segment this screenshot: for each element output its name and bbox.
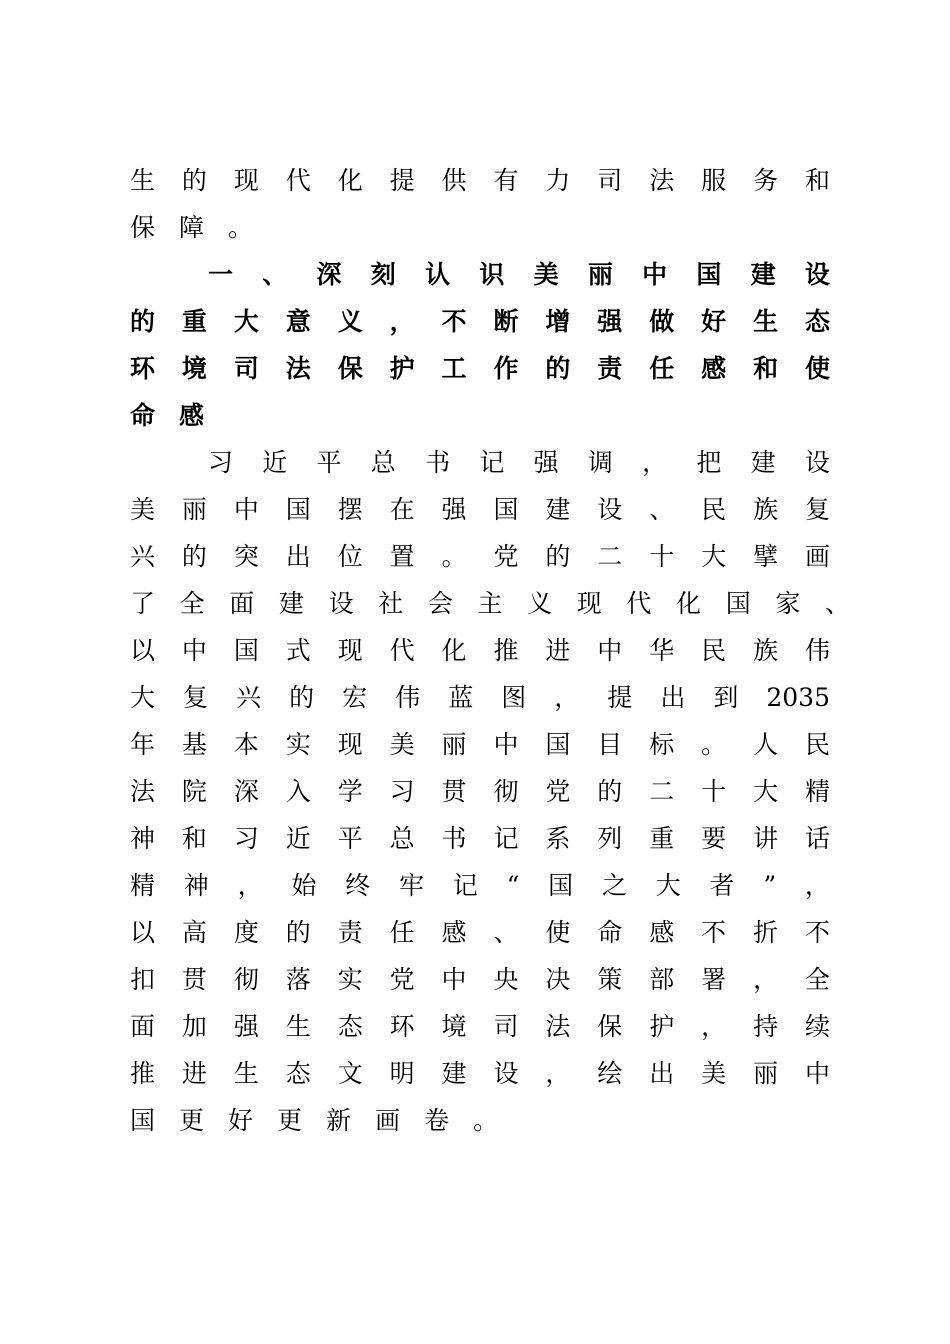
text-char: 义: [337, 307, 363, 336]
text-char: 要: [701, 824, 727, 853]
text-char: 进: [545, 636, 571, 665]
text-char: 使: [545, 918, 571, 947]
text-char: 建: [441, 1059, 467, 1088]
text-char: 国: [545, 730, 571, 759]
text-char: 服: [701, 166, 727, 195]
text-char: 的: [545, 542, 571, 571]
text-char: 深: [316, 260, 342, 289]
text-char: 策: [597, 965, 623, 994]
text-char: 设: [804, 260, 830, 289]
text-char: ，: [804, 871, 830, 900]
text-char: 续: [804, 1012, 830, 1041]
text-char: 断: [493, 307, 519, 336]
text-char: 中: [493, 730, 519, 759]
text-char: 强: [233, 1012, 259, 1041]
text-char: 中: [804, 1059, 830, 1088]
text-char: 代: [285, 166, 311, 195]
text-char: 保: [597, 1012, 623, 1041]
text-char: 持: [753, 1012, 779, 1041]
text-char: 民: [701, 495, 727, 524]
text-char: 态: [804, 307, 830, 336]
text-char: 系: [545, 824, 571, 853]
text-line: [130, 486, 830, 533]
text-char: 设: [804, 448, 830, 477]
text-char: 责: [337, 918, 363, 947]
text-char: 的: [285, 918, 311, 947]
text-char: 。: [441, 542, 467, 571]
text-char: 习: [208, 448, 234, 477]
text-char: 、: [824, 589, 850, 618]
text-char: 进: [181, 1059, 207, 1088]
text-char: 民: [804, 730, 830, 759]
text-char: 位: [337, 542, 363, 571]
text-char: 境: [181, 354, 207, 383]
text-char: 态: [337, 1012, 363, 1041]
text-char: 责: [597, 354, 623, 383]
text-char: 了: [130, 589, 156, 618]
text-char: 大: [130, 683, 156, 712]
text-char: 列: [597, 824, 623, 853]
text-char: 感: [649, 918, 675, 947]
text-char: 识: [479, 260, 505, 289]
text-char: 大: [233, 307, 259, 336]
text-char: 扣: [130, 965, 156, 994]
text-char: 设: [328, 589, 354, 618]
text-char: 环: [130, 354, 156, 383]
text-char: 兴: [236, 683, 262, 712]
text-char: 义: [527, 589, 553, 618]
text-line: [130, 768, 830, 815]
text-char: 置: [389, 542, 415, 571]
text-char: 入: [285, 777, 311, 806]
text-line: [130, 721, 830, 768]
text-char: 摆: [337, 495, 363, 524]
text-char: 国: [130, 1106, 156, 1135]
text-char: 使: [804, 354, 830, 383]
text-line: [130, 909, 830, 956]
text-char: 提: [389, 166, 415, 195]
text-char: 蓝: [448, 683, 474, 712]
text-char: 国: [233, 636, 259, 665]
text-char: 度: [233, 918, 259, 947]
text-char: 、: [262, 260, 288, 289]
text-char: 精: [804, 777, 830, 806]
text-char: 中: [441, 965, 467, 994]
text-line: [130, 956, 830, 1003]
text-char: 总: [370, 448, 396, 477]
text-char: 好: [701, 307, 727, 336]
text-char: 目: [597, 730, 623, 759]
text-char: 境: [441, 1012, 467, 1041]
text-char: 更: [179, 1106, 205, 1135]
text-char: 美: [533, 260, 559, 289]
text-char: 央: [493, 965, 519, 994]
text-char: 法: [545, 1012, 571, 1041]
text-char: 之: [601, 871, 627, 900]
text-char: 保: [130, 213, 156, 242]
text-char: ”: [763, 871, 777, 900]
text-char: 折: [753, 918, 779, 947]
text-char: 始: [291, 871, 317, 900]
text-char: 和: [804, 166, 830, 195]
text-char: 中: [181, 636, 207, 665]
text-char: 务: [753, 166, 779, 195]
text-char: 的: [289, 683, 315, 712]
text-char: 者: [709, 871, 735, 900]
text-char: 建: [278, 589, 304, 618]
text-char: 讲: [753, 824, 779, 853]
text-char: 意: [285, 307, 311, 336]
text-char: 中: [597, 636, 623, 665]
text-char: 态: [285, 1059, 311, 1088]
text-char: 美: [701, 1059, 727, 1088]
text-char: 画: [804, 542, 830, 571]
text-char: 。: [701, 730, 727, 759]
heading-line: [208, 251, 830, 298]
text-char: 建: [545, 495, 571, 524]
text-char: 强: [441, 495, 467, 524]
text-char: ，: [701, 1012, 727, 1041]
text-char: 全: [804, 965, 830, 994]
text-char: 国: [725, 589, 751, 618]
text-char: 到: [713, 683, 739, 712]
text-line: [130, 157, 830, 204]
text-char: 画: [375, 1106, 401, 1135]
text-char: 感: [441, 918, 467, 947]
text-char: 刻: [370, 260, 396, 289]
text-char: 民: [701, 636, 727, 665]
text-char: 绘: [597, 1059, 623, 1088]
text-char: 有: [493, 166, 519, 195]
text-char: 强: [597, 307, 623, 336]
text-char: 十: [701, 777, 727, 806]
text-char: 本: [233, 730, 259, 759]
text-char: 实: [285, 730, 311, 759]
text-char: 法: [649, 166, 675, 195]
text-line: [130, 204, 830, 251]
text-char: 美: [389, 730, 415, 759]
text-char: 任: [649, 354, 675, 383]
text-char: 书: [441, 824, 467, 853]
text-char: ，: [642, 448, 668, 477]
text-char: 丽: [753, 1059, 779, 1088]
text-char: 生: [285, 1012, 311, 1041]
text-char: 重: [181, 307, 207, 336]
text-char: 推: [130, 1059, 156, 1088]
text-char: 国: [285, 495, 311, 524]
text-char: 不: [441, 307, 467, 336]
text-char: 出: [285, 542, 311, 571]
text-char: 二: [649, 777, 675, 806]
text-char: 伟: [804, 636, 830, 665]
text-char: 设: [597, 495, 623, 524]
text-char: 复: [183, 683, 209, 712]
text-char: 做: [649, 307, 675, 336]
text-char: 新: [326, 1106, 352, 1135]
text-char: 习: [389, 777, 415, 806]
text-char: 环: [389, 1012, 415, 1041]
text-line: [130, 674, 830, 721]
text-char: 保: [337, 354, 363, 383]
text-char: 重: [649, 824, 675, 853]
text-char: 式: [285, 636, 311, 665]
text-char: 擘: [753, 542, 779, 571]
text-char: 伟: [395, 683, 421, 712]
text-char: 认: [425, 260, 451, 289]
text-char: 更: [277, 1106, 303, 1135]
text-char: 、: [493, 918, 519, 947]
text-char: 彻: [493, 777, 519, 806]
heading-line: [130, 298, 830, 345]
text-char: “: [506, 871, 520, 900]
text-char: 加: [181, 1012, 207, 1041]
text-char: ，: [389, 307, 415, 336]
text-char: ，: [545, 1059, 571, 1088]
text-char: 法: [130, 777, 156, 806]
text-char: 书: [425, 448, 451, 477]
text-char: 院: [181, 777, 207, 806]
text-char: 记: [479, 448, 505, 477]
text-line: [208, 439, 830, 486]
text-char: 障: [179, 213, 205, 242]
text-line: [130, 862, 830, 909]
text-char: 家: [775, 589, 801, 618]
text-char: 。: [473, 1106, 499, 1135]
text-char: 平: [337, 824, 363, 853]
text-char: 现: [576, 589, 602, 618]
text-char: 文: [337, 1059, 363, 1088]
text-char: 全: [179, 589, 205, 618]
text-char: 近: [262, 448, 288, 477]
text-char: 总: [389, 824, 415, 853]
text-char: 大: [753, 777, 779, 806]
text-char: 法: [285, 354, 311, 383]
text-char: 出: [649, 1059, 675, 1088]
text-char: 生: [753, 307, 779, 336]
text-char: 近: [285, 824, 311, 853]
text-char: 一: [208, 260, 234, 289]
text-char: 社: [378, 589, 404, 618]
text-char: 的: [597, 777, 623, 806]
text-char: 中: [233, 495, 259, 524]
text-char: 美: [130, 495, 156, 524]
text-char: 司: [233, 354, 259, 383]
text-char: 工: [441, 354, 467, 383]
text-char: 感: [179, 401, 205, 430]
text-char: 生: [130, 166, 156, 195]
text-char: 护: [389, 354, 415, 383]
text-char: 图: [501, 683, 527, 712]
text-char: 现: [337, 636, 363, 665]
text-char: 部: [649, 965, 675, 994]
text-char: 人: [753, 730, 779, 759]
text-char: 习: [233, 824, 259, 853]
text-char: 党: [545, 777, 571, 806]
text-char: 。: [228, 213, 254, 242]
text-char: 复: [804, 495, 830, 524]
text-char: 力: [545, 166, 571, 195]
text-char: 深: [233, 777, 259, 806]
text-char: 和: [181, 824, 207, 853]
text-char: 在: [389, 495, 415, 524]
text-char: 记: [493, 824, 519, 853]
text-char: 现: [233, 166, 259, 195]
text-char: 国: [696, 260, 722, 289]
text-char: 、: [649, 495, 675, 524]
text-char: 神: [130, 824, 156, 853]
text-char: 司: [493, 1012, 519, 1041]
text-char: 牢: [398, 871, 424, 900]
text-line: [130, 627, 830, 674]
text-char: ，: [237, 871, 263, 900]
text-char: 建: [750, 448, 776, 477]
text-char: 彻: [233, 965, 259, 994]
text-char: 高: [181, 918, 207, 947]
text-line: [130, 1003, 830, 1050]
text-char: 作: [493, 354, 519, 383]
text-char: 供: [441, 166, 467, 195]
text-line: [130, 815, 830, 862]
text-char: 命: [597, 918, 623, 947]
text-char: 宏: [342, 683, 368, 712]
text-line: [130, 533, 830, 580]
text-char: 国: [493, 495, 519, 524]
text-char: 的: [130, 307, 156, 336]
text-line: [130, 1050, 830, 1097]
text-char: ，: [753, 965, 779, 994]
text-char: 基: [181, 730, 207, 759]
text-char: 现: [337, 730, 363, 759]
text-char: 面: [130, 1012, 156, 1041]
text-char: 建: [750, 260, 776, 289]
heading-line: [130, 392, 830, 439]
text-char: 平: [316, 448, 342, 477]
text-line: [130, 580, 850, 627]
text-char: 卷: [424, 1106, 450, 1135]
text-char: 和: [753, 354, 779, 383]
text-char: 贯: [441, 777, 467, 806]
text-char: 大: [655, 871, 681, 900]
text-char: ，: [554, 683, 580, 712]
text-char: 精: [130, 871, 156, 900]
text-char: 年: [130, 730, 156, 759]
text-char: 大: [701, 542, 727, 571]
text-char: 的: [545, 354, 571, 383]
text-char: 族: [753, 636, 779, 665]
text-char: 感: [701, 354, 727, 383]
text-char: 落: [285, 965, 311, 994]
text-char: 以: [130, 636, 156, 665]
text-char: 中: [642, 260, 668, 289]
text-char: 强: [533, 448, 559, 477]
text-char: 把: [696, 448, 722, 477]
text-char: 调: [587, 448, 613, 477]
text-char: 提: [607, 683, 633, 712]
text-char: 丽: [181, 495, 207, 524]
text-char: 化: [441, 636, 467, 665]
text-char: 化: [337, 166, 363, 195]
text-char: 学: [337, 777, 363, 806]
text-char: 代: [389, 636, 415, 665]
text-char: 的: [181, 166, 207, 195]
text-char: 华: [649, 636, 675, 665]
text-char: 神: [183, 871, 209, 900]
text-char: 党: [389, 965, 415, 994]
text-char: 记: [452, 871, 478, 900]
text-char: 贯: [181, 965, 207, 994]
text-char: 2035: [766, 683, 830, 712]
text-char: 突: [233, 542, 259, 571]
text-char: 明: [389, 1059, 415, 1088]
text-char: 增: [545, 307, 571, 336]
text-char: 丽: [587, 260, 613, 289]
heading-line: [130, 345, 830, 392]
text-char: 实: [337, 965, 363, 994]
text-char: 终: [345, 871, 371, 900]
text-char: 不: [804, 918, 830, 947]
text-char: 面: [229, 589, 255, 618]
text-char: 决: [545, 965, 571, 994]
text-char: 主: [477, 589, 503, 618]
text-char: 话: [804, 824, 830, 853]
text-char: 生: [233, 1059, 259, 1088]
text-char: 十: [649, 542, 675, 571]
text-char: 兴: [130, 542, 156, 571]
text-char: 会: [427, 589, 453, 618]
text-char: 任: [389, 918, 415, 947]
text-char: 署: [701, 965, 727, 994]
text-char: 二: [597, 542, 623, 571]
text-char: 出: [660, 683, 686, 712]
text-char: 丽: [441, 730, 467, 759]
text-char: 司: [597, 166, 623, 195]
text-char: 标: [649, 730, 675, 759]
text-char: 不: [701, 918, 727, 947]
text-char: 以: [130, 918, 156, 947]
text-char: 国: [548, 871, 574, 900]
text-char: 代: [626, 589, 652, 618]
text-char: 好: [228, 1106, 254, 1135]
text-char: 化: [676, 589, 702, 618]
text-char: 设: [493, 1059, 519, 1088]
text-char: 的: [181, 542, 207, 571]
text-char: 族: [753, 495, 779, 524]
text-char: 党: [493, 542, 519, 571]
text-line: [130, 1097, 830, 1144]
text-char: 推: [493, 636, 519, 665]
text-char: 护: [649, 1012, 675, 1041]
text-char: 命: [130, 401, 156, 430]
